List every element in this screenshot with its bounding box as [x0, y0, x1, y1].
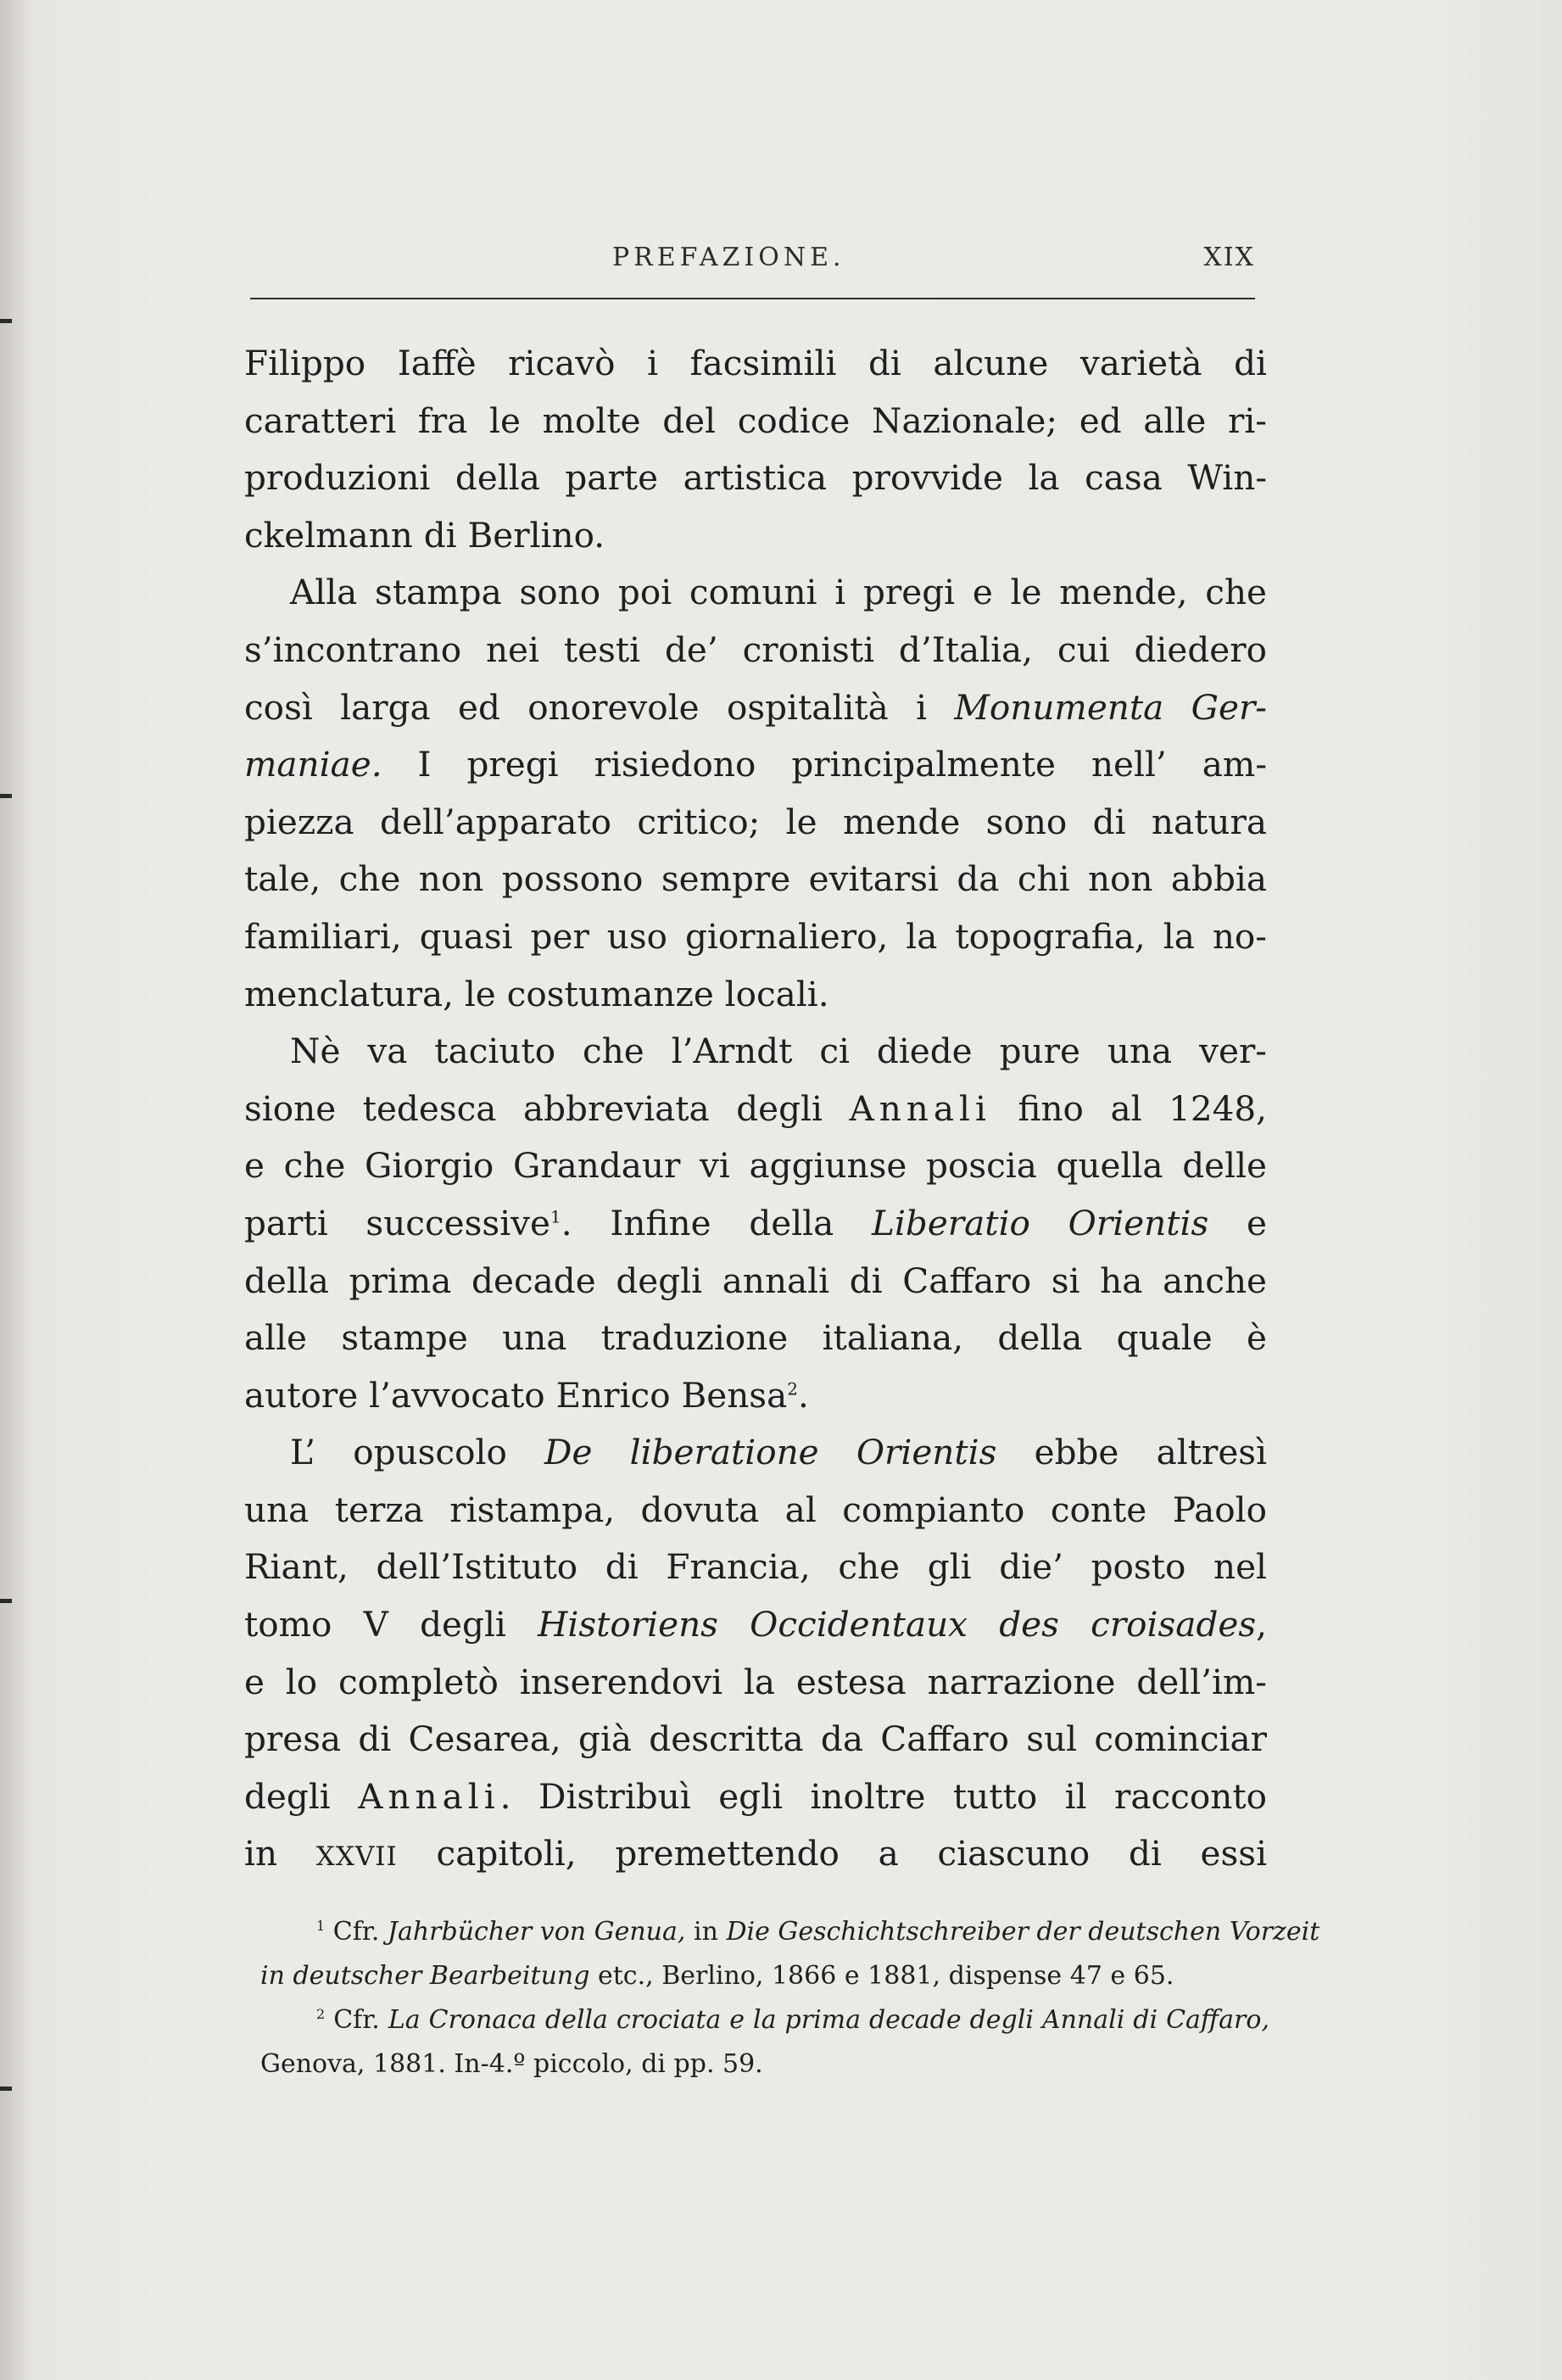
text-line: presa di Cesarea, già descritta da Caffaro sul cominciar: [244, 1718, 1267, 1760]
text-line: familiari, quasi per uso giornaliero, la topografia, la no-: [244, 915, 1267, 957]
text-span: e: [1247, 1202, 1268, 1243]
text-line: Filippo Iaffè ricavò i facsimili di alcune varietà di: [244, 343, 1267, 383]
binding-mark: [0, 1599, 12, 1603]
text-line: Riant, dell’Istituto di Francia, che gli die’ posto nel: [244, 1546, 1267, 1588]
text-line: [244, 1825, 1267, 1883]
text-line: alle stampe una traduzione italiana, della quale è: [244, 1317, 1267, 1359]
text-span: in: [693, 1917, 718, 1947]
text-line: [244, 1195, 1267, 1253]
footnote-marker: 2: [316, 2006, 326, 2022]
footnote-marker: 1: [316, 1918, 326, 1934]
header-rule: [250, 298, 1255, 299]
text-span: tomo V degli: [244, 1604, 506, 1645]
text-span: parti successive: [244, 1202, 551, 1243]
text-span: Cfr.: [332, 1917, 380, 1947]
spaced-word: Annali: [849, 1087, 991, 1129]
text-span: . Distribuì egli inoltre tutto il racconto: [499, 1775, 1268, 1817]
text-line: Nè va taciuto che l’Arndt ci diede pure una ver-: [290, 1031, 1267, 1072]
italic-title: maniae.: [244, 744, 382, 785]
italic-title: in deutscher Bearbeitung: [260, 1961, 590, 1991]
text-span: . Infine della: [561, 1202, 834, 1243]
text-span: in: [244, 1833, 278, 1874]
text-line: ckelmann di Berlino.: [244, 514, 605, 556]
italic-title: Die Geschichtschreiber der deutschen Vorzeit: [726, 1917, 1320, 1947]
italic-title: De liberatione Orientis: [544, 1432, 997, 1473]
footnote-line: [260, 1910, 1320, 1954]
text-line: [244, 1596, 1267, 1654]
italic-title: La Cronaca della crociata e la prima decade degli Annali di Caffaro,: [388, 2005, 1269, 2035]
text-span: autore l’avvocato Enrico Bensa: [244, 1374, 788, 1416]
page-header: [246, 243, 1255, 285]
footnote-line: Genova, 1881. In-4.º piccolo, di pp. 59.: [260, 2049, 763, 2079]
text-line: [244, 1424, 1267, 1482]
text-line: [244, 679, 1267, 737]
text-line: Alla stampa sono poi comuni i pregi e le mende, che: [290, 572, 1267, 613]
text-line: [244, 1768, 1267, 1826]
italic-title: Jahrbücher von Genua,: [387, 1917, 686, 1947]
italic-title: Monumenta Ger-: [954, 686, 1267, 728]
text-span: L’ opuscolo: [290, 1432, 507, 1473]
text-line: caratteri fra le molte del codice Nazionale; ed alle ri-: [244, 399, 1267, 441]
text-line: e lo completò inserendovi la estesa narrazione dell’im-: [244, 1661, 1267, 1702]
text-line: tale, che non possono sempre evitarsi da chi non abbia: [244, 858, 1267, 900]
footnote-ref: 1: [550, 1206, 561, 1227]
text-span: I pregi risiedono principalmente nell’ am-: [417, 744, 1268, 785]
running-title: PREFAZIONE.: [612, 243, 845, 272]
text-line: piezza dell’apparato critico; le mende sono di natura: [244, 801, 1267, 842]
spaced-word: Annali: [358, 1775, 500, 1817]
text-span: Cfr.: [333, 2005, 380, 2035]
binding-mark: [0, 319, 12, 323]
text-span: degli: [244, 1775, 331, 1817]
text-span: ebbe altresì: [1034, 1432, 1268, 1473]
body-text: [244, 335, 1267, 1883]
text-line: [244, 736, 1267, 794]
footnote-ref: 2: [787, 1378, 798, 1400]
text-line: una terza ristampa, dovuta al compianto conte Paolo: [244, 1489, 1267, 1530]
text-span: così larga ed onorevole ospitalità i: [244, 686, 928, 728]
footnote-line: [260, 1998, 1269, 2042]
text-span: sione tedesca abbreviata degli: [244, 1087, 823, 1129]
text-line: [244, 1081, 1267, 1138]
text-line: e che Giorgio Grandaur vi aggiunse poscia quella delle: [244, 1145, 1267, 1187]
footnotes: [260, 1910, 1320, 2087]
italic-title: Liberatio Orientis: [872, 1202, 1209, 1243]
roman-numeral: XXVII: [315, 1841, 398, 1873]
text-line: [244, 1367, 1267, 1425]
text-line: menclatura, le costumanze locali.: [244, 973, 829, 1014]
text-span: .: [797, 1374, 809, 1416]
italic-title: Historiens Occidentaux des croisades: [538, 1604, 1257, 1645]
binding-mark: [0, 2087, 12, 2091]
binding-mark: [0, 794, 12, 798]
text-span: ,: [1256, 1604, 1267, 1645]
text-span: capitoli, premettendo a ciascuno di essi: [436, 1833, 1268, 1874]
page-number: XIX: [1203, 243, 1255, 272]
footnote-line: [260, 1954, 1269, 1998]
text-span: etc., Berlino, 1866 e 1881, dispense 47 e 65.: [597, 1961, 1174, 1991]
text-line: produzioni della parte artistica provvide la casa Win-: [244, 457, 1267, 499]
text-line: s’incontrano nei testi de’ cronisti d’Italia, cui diedero: [244, 629, 1267, 670]
text-line: della prima decade degli annali di Caffaro si ha anche: [244, 1260, 1267, 1301]
text-span: fino al 1248,: [1018, 1087, 1268, 1129]
